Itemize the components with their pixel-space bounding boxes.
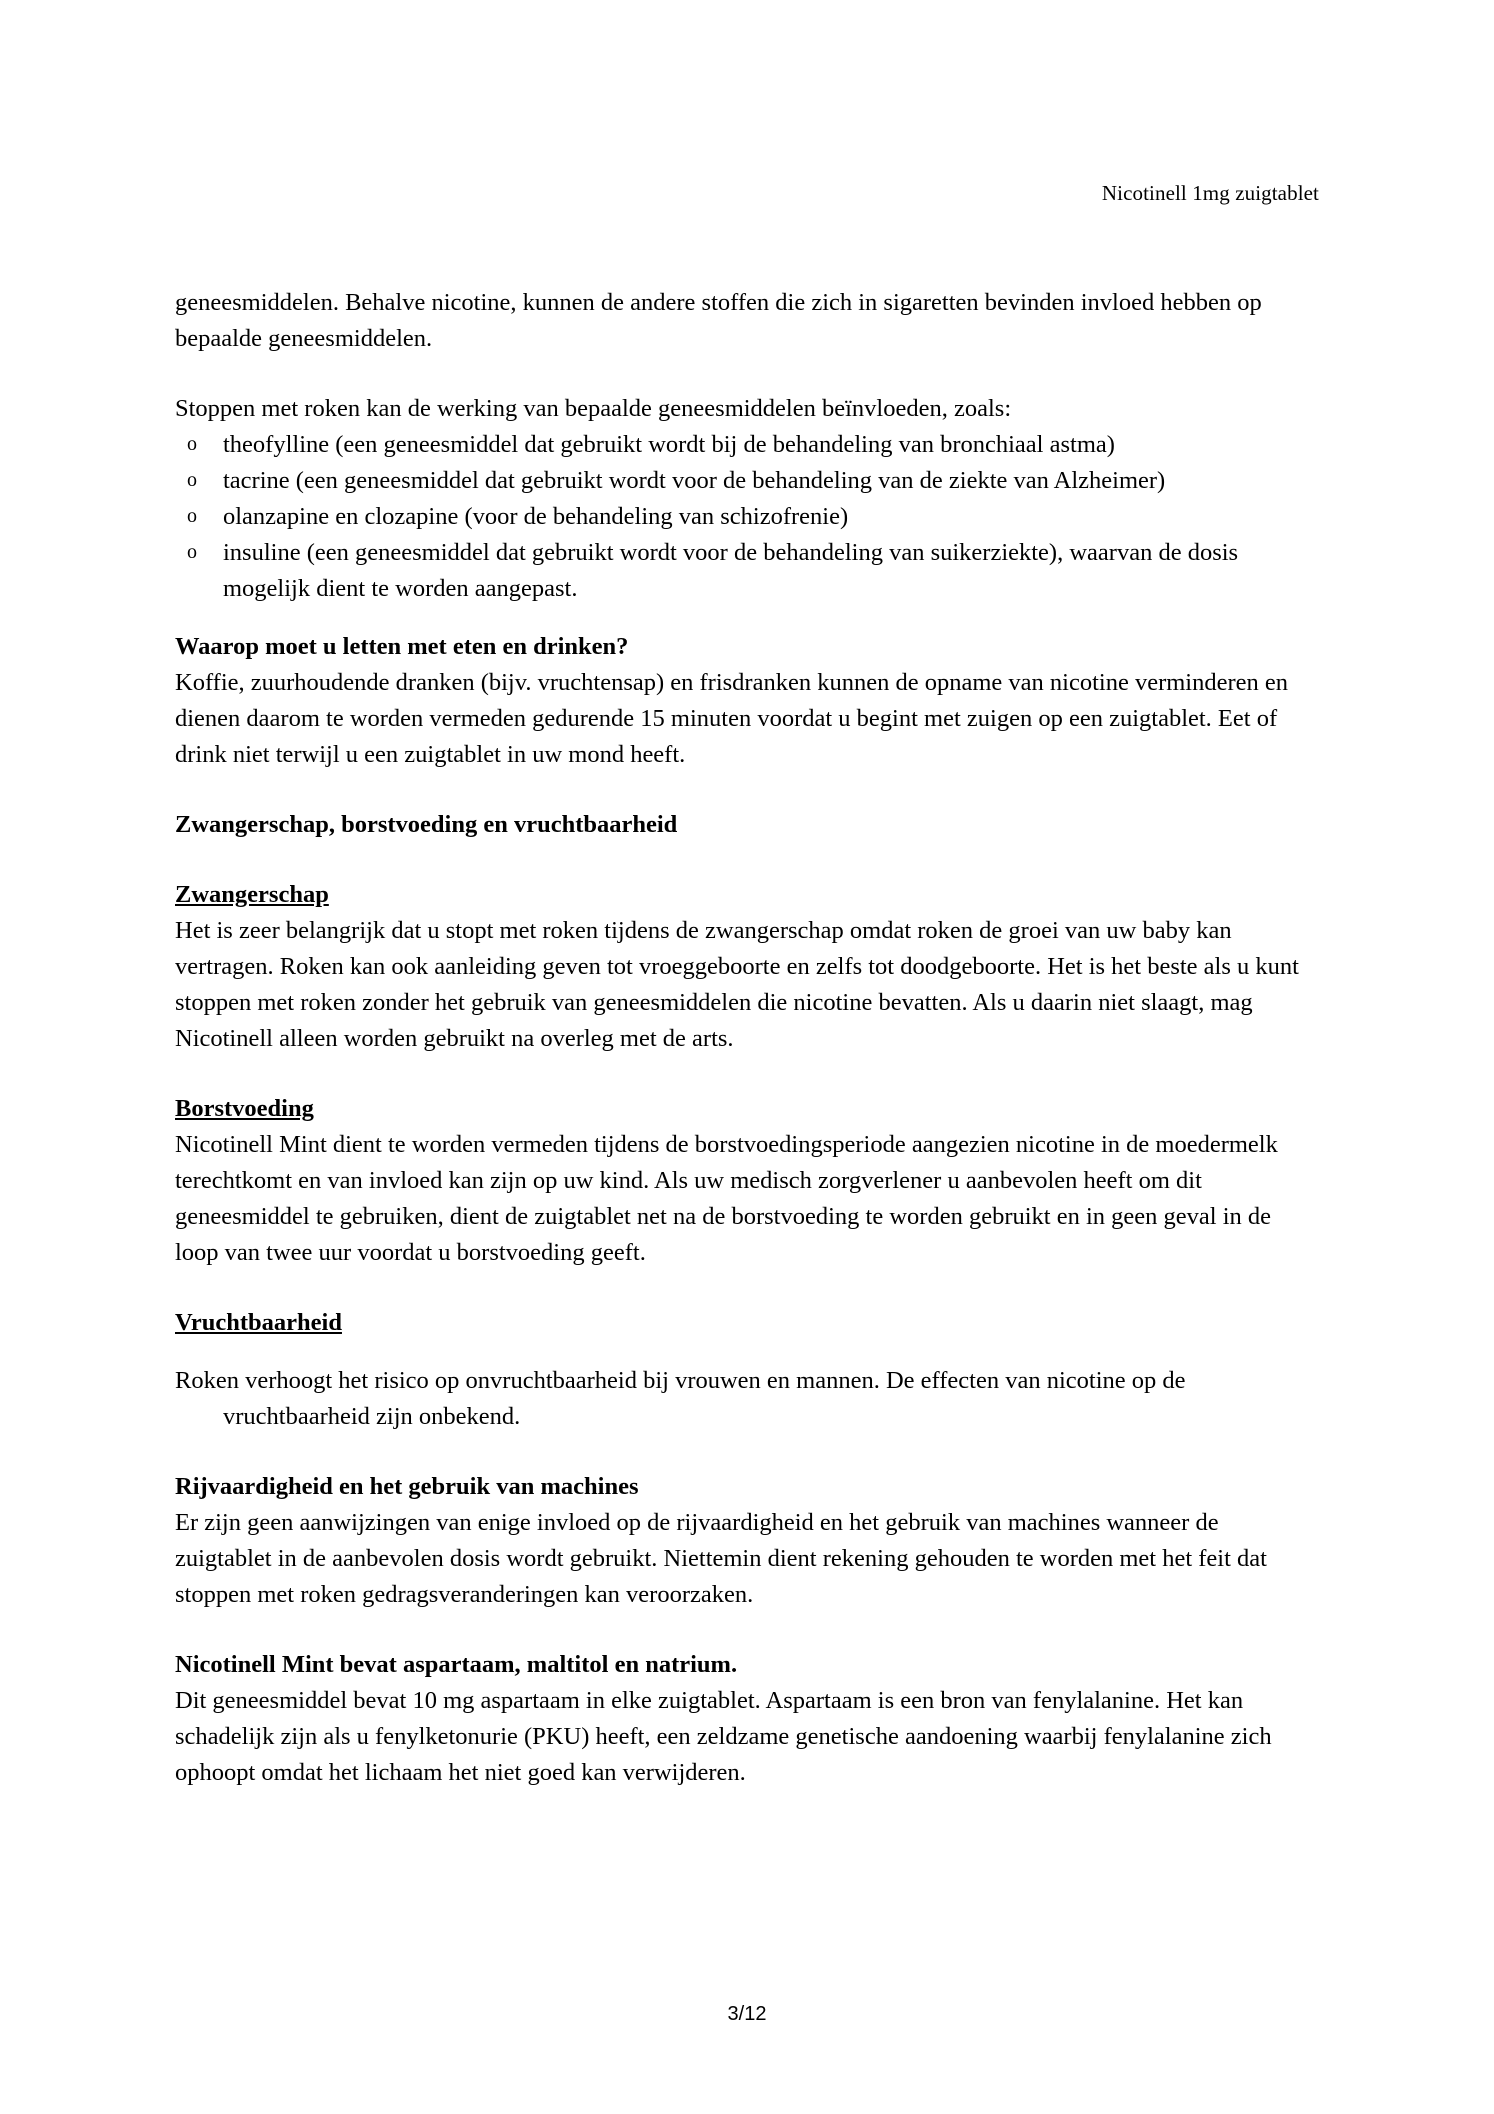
list-item: o tacrine (een geneesmiddel dat gebruikt wordt voor de behandeling van de ziekte van Alzheimer) xyxy=(175,463,1319,499)
spacer xyxy=(175,843,1319,877)
spacer xyxy=(175,1435,1319,1469)
spacer xyxy=(175,607,1319,629)
heading-excipients: Nicotinell Mint bevat aspartaam, maltitol en natrium. xyxy=(175,1651,738,1679)
heading-pregnancy: Zwangerschap xyxy=(175,881,329,909)
paragraph-breastfeeding: Nicotinell Mint dient te worden vermeden tijdens de borstvoedingsperiode aangezien nicotine in de moedermelk terechtkomt en van invloed kan zijn op uw kind. Als uw medisch zorgverlener u aanbevolen heeft om dit geneesmiddel te gebruiken, dient de zuigtablet net na de borstvoeding te worden gebruikt en in geen geval in de loop van twee uur voordat u borstvoeding geeft. xyxy=(175,1131,1278,1267)
spacer xyxy=(175,357,1319,391)
spacer xyxy=(175,1613,1319,1647)
spacer xyxy=(175,773,1319,807)
paragraph-pregnancy: Het is zeer belangrijk dat u stopt met roken tijdens de zwangerschap omdat roken de groei van uw baby kan vertragen. Roken kan ook aanleiding geven tot vroeggeboorte en zelfs tot doodgeboorte. Het is het beste als u kunt stoppen met roken zonder het gebruik van geneesmiddelen die nicotine bevatten. Als u daarin niet slaagt, mag Nicotinell alleen worden gebruikt na overleg met de arts. xyxy=(175,917,1299,1053)
page-number: 3/12 xyxy=(727,2003,767,2025)
heading-breastfeeding: Borstvoeding xyxy=(175,1095,314,1123)
list-item: o insuline (een geneesmiddel dat gebruikt wordt voor de behandeling van suikerziekte), waarvan de dosis mogelijk dient te worden aangepast. xyxy=(175,535,1319,607)
list-interactions xyxy=(175,427,1319,607)
spacer xyxy=(175,1057,1319,1091)
heading-fertility: Vruchtbaarheid xyxy=(175,1309,342,1337)
spacer xyxy=(175,1271,1319,1305)
list-item: o olanzapine en clozapine (voor de behandeling van schizofrenie) xyxy=(175,499,1319,535)
paragraph-intro: geneesmiddelen. Behalve nicotine, kunnen de andere stoffen die zich in sigaretten bevinden invloed hebben op bepaalde geneesmiddelen. xyxy=(175,289,1262,353)
paragraph-driving: Er zijn geen aanwijzingen van enige invloed op de rijvaardigheid en het gebruik van machines wanneer de zuigtablet in de aanbevolen dosis wordt gebruikt. Niettemin dient rekening gehouden te worden met het feit dat stoppen met roken gedragsveranderingen kan veroorzaken. xyxy=(175,1509,1267,1609)
heading-food-drink: Waarop moet u letten met eten en drinken? xyxy=(175,633,629,661)
heading-pregnancy-section: Zwangerschap, borstvoeding en vruchtbaarheid xyxy=(175,811,678,839)
paragraph-interactions-lead: Stoppen met roken kan de werking van bepaalde geneesmiddelen beïnvloeden, zoals: xyxy=(175,395,1012,423)
paragraph-excipients: Dit geneesmiddel bevat 10 mg aspartaam in elke zuigtablet. Aspartaam is een bron van fenylalanine. Het kan schadelijk zijn als u fenylketonurie (PKU) heeft, een zeldzame genetische aandoening waarbij fenylalanine zich ophoopt omdat het lichaam het niet goed kan verwijderen. xyxy=(175,1687,1272,1787)
heading-driving: Rijvaardigheid en het gebruik van machines xyxy=(175,1473,639,1501)
page-header: Nicotinell 1mg zuigtablet xyxy=(1101,181,1319,205)
paragraph-fertility: Roken verhoogt het risico op onvruchtbaarheid bij vrouwen en mannen. De effecten van nicotine op de vruchtbaarheid zijn onbekend. xyxy=(175,1367,1186,1431)
list-item: o theofylline (een geneesmiddel dat gebruikt wordt bij de behandeling van bronchiaal astma) xyxy=(175,427,1319,463)
spacer xyxy=(175,1341,1319,1363)
paragraph-food-drink: Koffie, zuurhoudende dranken (bijv. vruchtensap) en frisdranken kunnen de opname van nicotine verminderen en dienen daarom te worden vermeden gedurende 15 minuten voordat u begint met zuigen op een zuigtablet. Eet of drink niet terwijl u een zuigtablet in uw mond heeft. xyxy=(175,669,1288,769)
